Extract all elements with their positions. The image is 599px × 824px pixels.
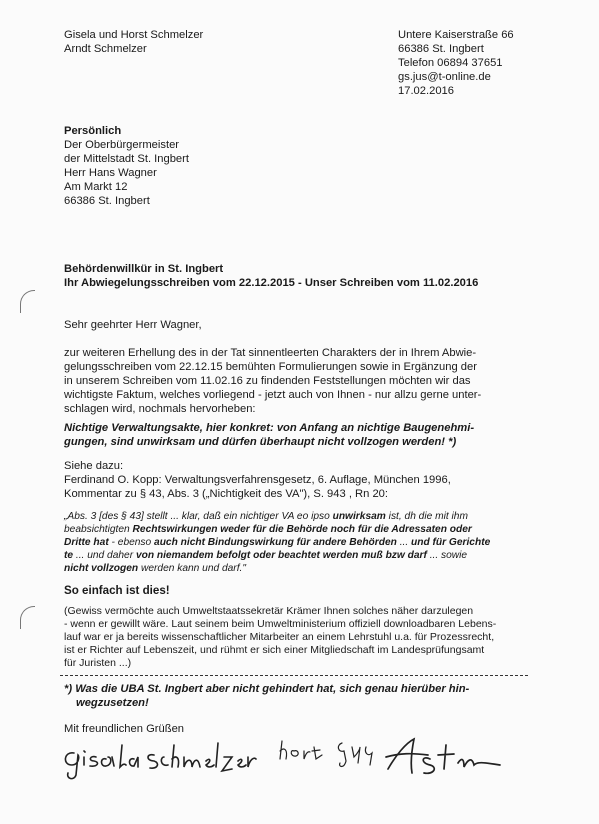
paragraph-line: zur weiteren Erhellung des in der Tat sinnentleerten Charakters der in Ihrem Abwie- <box>64 347 477 359</box>
quote-line <box>64 549 467 562</box>
quote-line <box>64 562 246 575</box>
quote-text: „Abs. 3 [des § 43] stellt ... klar, daß ein nichtiger VA eo ipso <box>64 511 333 522</box>
quote-emphasis: te <box>64 550 74 561</box>
reference-heading: Siehe dazu: <box>64 460 124 472</box>
quote-emphasis: nicht vollzogen <box>64 563 139 574</box>
paragraph-line: wichtigste Faktum, welches vorliegend - jetzt auch von Ihnen - nur allzu gerne unter- <box>64 389 482 401</box>
address-line: Telefon 06894 37651 <box>398 57 503 69</box>
salutation: Sehr geehrter Herr Wagner, <box>64 319 202 331</box>
quote-emphasis: Rechtswirkungen weder für die Behörde noch für die Adressaten oder <box>132 524 472 535</box>
signature-horst <box>280 741 372 767</box>
recipient-line: Der Oberbürgermeister <box>64 139 180 151</box>
closing: Mit freundlichen Grüßen <box>64 723 185 735</box>
address-line: Untere Kaiserstraße 66 <box>398 29 514 41</box>
sender-name-line: Arndt Schmelzer <box>64 43 147 55</box>
footnote-line: *) Was die UBA St. Ingbert aber nicht gehindert hat, sich genau hierüber hin- <box>64 683 470 695</box>
quote-line <box>64 523 472 536</box>
subject-line: Ihr Abwiegelungsschreiben vom 22.12.2015 - Unser Schreiben vom 11.02.2016 <box>64 277 479 289</box>
quote-emphasis: unwirksam <box>332 511 386 522</box>
recipient-marker: Persönlich <box>64 125 122 137</box>
quote-emphasis: Dritte hat <box>64 537 109 548</box>
conclusion: So einfach ist dies! <box>64 584 170 597</box>
quote-line <box>64 510 468 523</box>
quote-text: - ebenso <box>108 537 155 548</box>
quote-emphasis: auch nicht Bindungswirkung für andere Behörden <box>154 537 397 548</box>
quote-emphasis: von niemandem befolgt oder beachtet werden muß bzw darf <box>135 550 427 561</box>
footnote-line: wegzusetzen! <box>76 697 149 709</box>
address-line: gs.jus@t-online.de <box>398 71 491 83</box>
quote-text: werden kann und darf." <box>138 563 246 574</box>
quote-text: ... <box>396 537 412 548</box>
address-line: 66386 St. Ingbert <box>398 43 484 55</box>
emphasis-line: Nichtige Verwaltungsakte, hier konkret: von Anfang an nichtige Baugenehmi- <box>64 422 475 434</box>
letter-date: 17.02.2016 <box>398 85 454 97</box>
quote-text: ... und daher <box>73 550 136 561</box>
paragraph-line: in unserem Schreiben vom 11.02.16 zu findenden Feststellungen möchten wir das <box>64 375 471 387</box>
note-line: (Gewiss vermöchte auch Umweltstaatssekretär Krämer Ihnen solches näher darzulegen <box>64 605 474 617</box>
note-line: für Juristen ...) <box>64 657 132 669</box>
signature-gisela <box>65 743 256 779</box>
punch-mark <box>20 290 35 313</box>
note-line: ist er Richter auf Lebenszeit, und rühmt er sich einer Mitgliedschaft im Landesprüfungsamt <box>64 644 485 656</box>
quote-text: ... sowie <box>426 550 468 561</box>
quote-emphasis: und für Gerichte <box>411 537 491 548</box>
reference-line: Kommentar zu § 43, Abs. 3 („Nichtigkeit des VA"), S. 943 , Rn 20: <box>64 488 388 500</box>
quote-text: ist, dh die mit ihm <box>385 511 468 522</box>
reference-line: Ferdinand O. Kopp: Verwaltungsverfahrensgesetz, 6. Auflage, München 1996, <box>64 474 451 486</box>
emphasis-line: gungen, sind unwirksam und dürfen überhaupt nicht vollzogen werden! *) <box>64 436 457 448</box>
paragraph-line: gelungsschreiben vom 22.12.15 bemühten Formulierungen sowie in Ergänzung der <box>64 361 477 373</box>
quote-text: beabsichtigten <box>64 524 133 535</box>
recipient-line: Herr Hans Wagner <box>64 167 157 179</box>
recipient-line: der Mittelstadt St. Ingbert <box>64 153 189 165</box>
note-line: lauf war er ja bereits wissenschaftlicher Mitarbeiter an einem Lehrstuhl u.a. für Prozessrecht, <box>64 631 495 643</box>
subject-line: Behördenwillkür in St. Ingbert <box>64 263 224 275</box>
signatures <box>60 735 560 785</box>
sender-name-line: Gisela und Horst Schmelzer <box>64 29 204 41</box>
punch-mark <box>20 606 35 629</box>
quote-line <box>64 536 490 549</box>
signature-arndt <box>386 739 500 773</box>
footnote-separator <box>60 675 528 676</box>
note-line: - wenn er gewillt wäre. Laut seinem beim Umweltministerium offiziell downloadbaren Lebens- <box>64 618 497 630</box>
paragraph-line: schlagen wird, nochmals hervorheben: <box>64 403 256 415</box>
recipient-line: Am Markt 12 <box>64 181 128 193</box>
recipient-line: 66386 St. Ingbert <box>64 195 150 207</box>
